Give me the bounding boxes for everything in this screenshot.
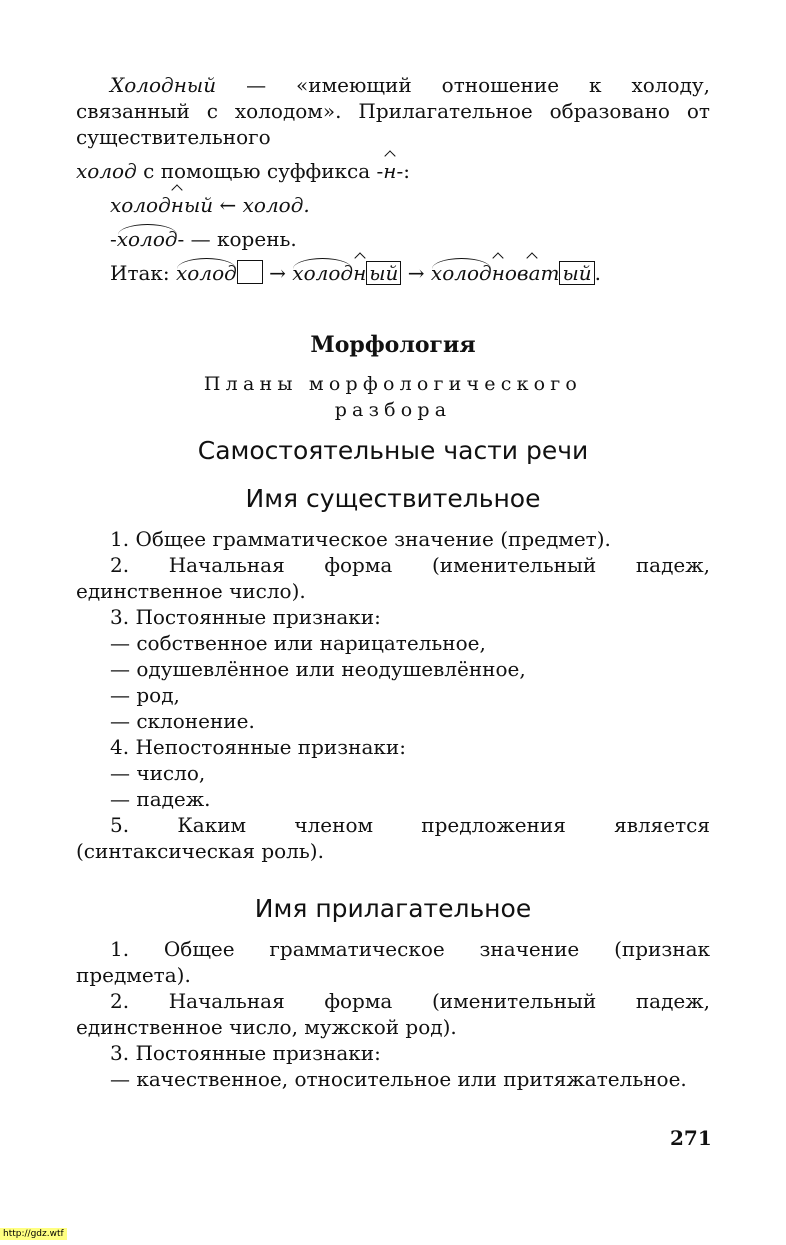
list-item: 3. Постоянные признаки: bbox=[110, 605, 381, 629]
intro-paragraph bbox=[76, 72, 710, 150]
list-item: — качественное, относительное или притяжательное. bbox=[110, 1067, 687, 1091]
intro-paragraph-end bbox=[76, 154, 710, 188]
heading-independent-parts: Самостоятельные части речи bbox=[197, 436, 589, 465]
word1-root: холод bbox=[176, 256, 237, 290]
watermark-link[interactable]: http://gdz.wtf bbox=[0, 1228, 67, 1240]
deriv-prefix: холод bbox=[110, 193, 171, 217]
list-item: 2. Начальная форма (именительный падеж, единственное число, мужской род). bbox=[76, 989, 710, 1039]
heading-adjective: Имя прилагательное bbox=[254, 894, 532, 923]
page-number: 271 bbox=[670, 1126, 712, 1150]
word3-root: холод bbox=[431, 256, 492, 290]
empty-ending-box bbox=[237, 260, 263, 284]
word2-root: холод bbox=[292, 256, 353, 290]
list-item: — число, bbox=[110, 761, 206, 785]
noun-list bbox=[76, 526, 710, 864]
deriv-suffix: н bbox=[171, 188, 184, 222]
deriv-ending: ый bbox=[183, 193, 214, 217]
word2-ending-box: ый bbox=[366, 261, 401, 285]
root-text: - — корень. bbox=[177, 227, 297, 251]
heading-morphology: Морфология bbox=[310, 332, 476, 358]
suffix-pre: - bbox=[376, 159, 384, 183]
suffix-letter: н bbox=[383, 154, 396, 188]
root-dash: - bbox=[110, 227, 117, 251]
adjective-list bbox=[76, 936, 710, 1092]
list-item: 1. Общее грамматическое значение (предмет). bbox=[110, 527, 611, 551]
deriv-arrow: ← bbox=[219, 193, 237, 217]
root-line bbox=[76, 222, 710, 256]
list-item: 5. Каким членом предложения является (синтаксическая роль). bbox=[76, 813, 710, 863]
root-arc: холод bbox=[117, 222, 178, 256]
list-item: — собственное или нарицательное, bbox=[110, 631, 486, 655]
dash: — bbox=[246, 73, 267, 97]
base-word: холод bbox=[76, 159, 137, 183]
summary-line bbox=[76, 256, 710, 290]
sentence-mid: с помощью суффикса bbox=[143, 159, 371, 183]
list-item: — склонение. bbox=[110, 709, 255, 733]
heading-plans-line1: Планы морфологического bbox=[203, 373, 583, 395]
summary-period: . bbox=[594, 261, 601, 285]
word2-suffix: н bbox=[353, 256, 366, 290]
headword: Холодный bbox=[110, 73, 217, 97]
arrow-1: → bbox=[269, 261, 286, 285]
word3-ending-box: ый bbox=[559, 261, 594, 285]
list-item: 4. Непостоянные признаки: bbox=[110, 735, 406, 759]
summary-label: Итак: bbox=[110, 261, 170, 285]
definition: «имеющий отношение к холоду, связанный с холодом». bbox=[76, 73, 711, 123]
list-item: 3. Постоянные признаки: bbox=[110, 1041, 381, 1065]
word3-suffix1: н bbox=[492, 256, 505, 290]
list-item: 2. Начальная форма (именительный падеж, единственное число). bbox=[76, 553, 710, 603]
sentence-start: Прилагательное образовано от существительного bbox=[76, 99, 710, 149]
suffix-post: -: bbox=[396, 159, 410, 183]
suffix bbox=[377, 159, 410, 183]
derivation-line bbox=[76, 188, 710, 222]
list-item: — одушевлённое или неодушевлённое, bbox=[110, 657, 526, 681]
heading-noun: Имя существительное bbox=[245, 484, 541, 513]
heading-plans-line2: разбора bbox=[334, 399, 452, 421]
list-item: — падеж. bbox=[110, 787, 211, 811]
word3-suffix2: оват bbox=[505, 256, 560, 290]
page-content bbox=[76, 70, 710, 1092]
list-item: 1. Общее грамматическое значение (признак предмета). bbox=[76, 937, 710, 987]
arrow-2: → bbox=[407, 261, 425, 285]
list-item: — род, bbox=[110, 683, 180, 707]
deriv-source: холод. bbox=[242, 193, 310, 217]
